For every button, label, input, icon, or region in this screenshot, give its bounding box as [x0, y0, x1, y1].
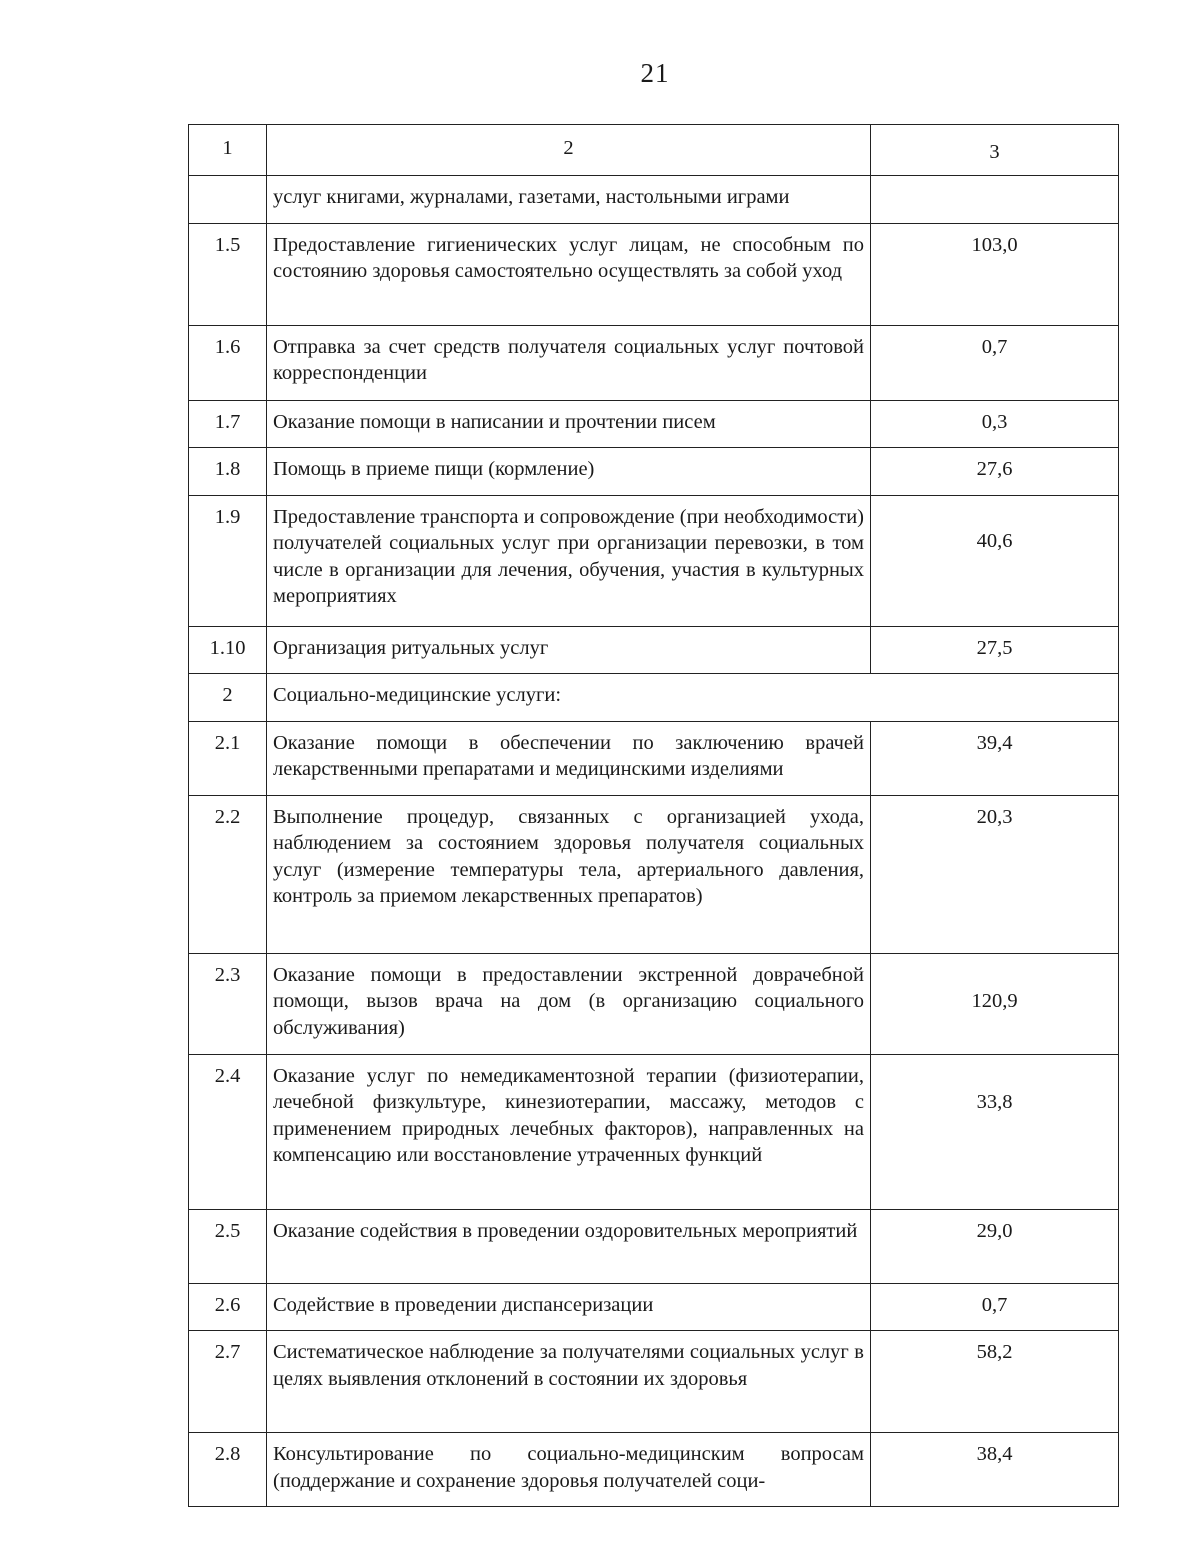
service-value: 38,4: [871, 1433, 1119, 1507]
row-number: 1.9: [189, 495, 267, 626]
service-name: Предоставление транспорта и сопровождение (при необходимости) получателей социальных услуг при организации перевозки, в том числе в организации для лечения, обучения, участия в культурных мероприятиях: [267, 495, 871, 626]
table-row: [189, 325, 1119, 400]
table-row: [189, 626, 1119, 674]
table-row: [189, 1054, 1119, 1209]
service-name: услуг книгами, журналами, газетами, настольными играми: [267, 176, 871, 224]
service-value: 20,3: [871, 795, 1119, 953]
service-value: 120,9: [871, 953, 1119, 1054]
row-number: 2.3: [189, 953, 267, 1054]
header-col-3: 3: [871, 125, 1119, 176]
row-number: 1.8: [189, 448, 267, 496]
row-number: 2.5: [189, 1209, 267, 1283]
service-name: Оказание помощи в предоставлении экстренной доврачебной помощи, вызов врача на дом (в организацию социального обслуживания): [267, 953, 871, 1054]
table-row: [189, 1433, 1119, 1507]
table-row: [189, 176, 1119, 224]
services-table: [188, 124, 1119, 1507]
service-value: 29,0: [871, 1209, 1119, 1283]
section-number: 2: [189, 674, 267, 722]
service-name: Организация ритуальных услуг: [267, 626, 871, 674]
service-value: 27,5: [871, 626, 1119, 674]
service-name: Оказание содействия в проведении оздоровительных мероприятий: [267, 1209, 871, 1283]
row-number: 2.4: [189, 1054, 267, 1209]
row-number: 2.7: [189, 1331, 267, 1433]
row-number: 1.7: [189, 400, 267, 448]
row-number: 2.6: [189, 1283, 267, 1331]
service-name: Систематическое наблюдение за получателями социальных услуг в целях выявления отклонений в состоянии их здоровья: [267, 1331, 871, 1433]
service-name: Выполнение процедур, связанных с организацией ухода, наблюдением за состоянием здоровья получателя социальных услуг (измерение температуры тела, артериального давления, контроль за приемом лекарственных препаратов): [267, 795, 871, 953]
table-row: [189, 1331, 1119, 1433]
table-row: [189, 795, 1119, 953]
service-name: Помощь в приеме пищи (кормление): [267, 448, 871, 496]
row-number: 2.1: [189, 721, 267, 795]
header-col-1: 1: [189, 125, 267, 176]
service-value: 103,0: [871, 223, 1119, 325]
table-row-section: [189, 674, 1119, 722]
table-row: [189, 495, 1119, 626]
row-number: 1.10: [189, 626, 267, 674]
table-row: [189, 721, 1119, 795]
table-row: [189, 1283, 1119, 1331]
service-value: 0,7: [871, 1283, 1119, 1331]
table-row: [189, 400, 1119, 448]
table-row: [189, 448, 1119, 496]
service-name: Оказание помощи в обеспечении по заключению врачей лекарственными препаратами и медицинскими изделиями: [267, 721, 871, 795]
page-number: 21: [640, 58, 670, 88]
row-number: [189, 176, 267, 224]
service-name: Оказание помощи в написании и прочтении писем: [267, 400, 871, 448]
service-value: 27,6: [871, 448, 1119, 496]
service-name: Консультирование по социально-медицинским вопросам (поддержание и сохранение здоровья получателей соци-: [267, 1433, 871, 1507]
table-row: [189, 953, 1119, 1054]
row-number: 1.5: [189, 223, 267, 325]
service-value: 0,3: [871, 400, 1119, 448]
table-row: [189, 1209, 1119, 1283]
service-value: 58,2: [871, 1331, 1119, 1433]
row-number: 2.2: [189, 795, 267, 953]
service-value: 39,4: [871, 721, 1119, 795]
service-name: Оказание услуг по немедикаментозной терапии (физиотерапии, лечебной физкультуре, кинезиотерапии, массажу, методов с применением природных лечебных факторов), направленных на компенсацию или восстановление утраченных функций: [267, 1054, 871, 1209]
service-name: Отправка за счет средств получателя социальных услуг почтовой корреспонденции: [267, 325, 871, 400]
header-col-2: 2: [267, 125, 871, 176]
row-number: 1.6: [189, 325, 267, 400]
section-title: Социально-медицинские услуги:: [267, 674, 1119, 722]
service-name: Содействие в проведении диспансеризации: [267, 1283, 871, 1331]
service-value: [871, 176, 1119, 224]
table-header-row: [189, 125, 1119, 176]
service-value: 40,6: [871, 495, 1119, 626]
service-value: 33,8: [871, 1054, 1119, 1209]
row-number: 2.8: [189, 1433, 267, 1507]
table-row: [189, 223, 1119, 325]
service-name: Предоставление гигиенических услуг лицам, не способным по состоянию здоровья самостоятельно осуществлять за собой уход: [267, 223, 871, 325]
service-value: 0,7: [871, 325, 1119, 400]
